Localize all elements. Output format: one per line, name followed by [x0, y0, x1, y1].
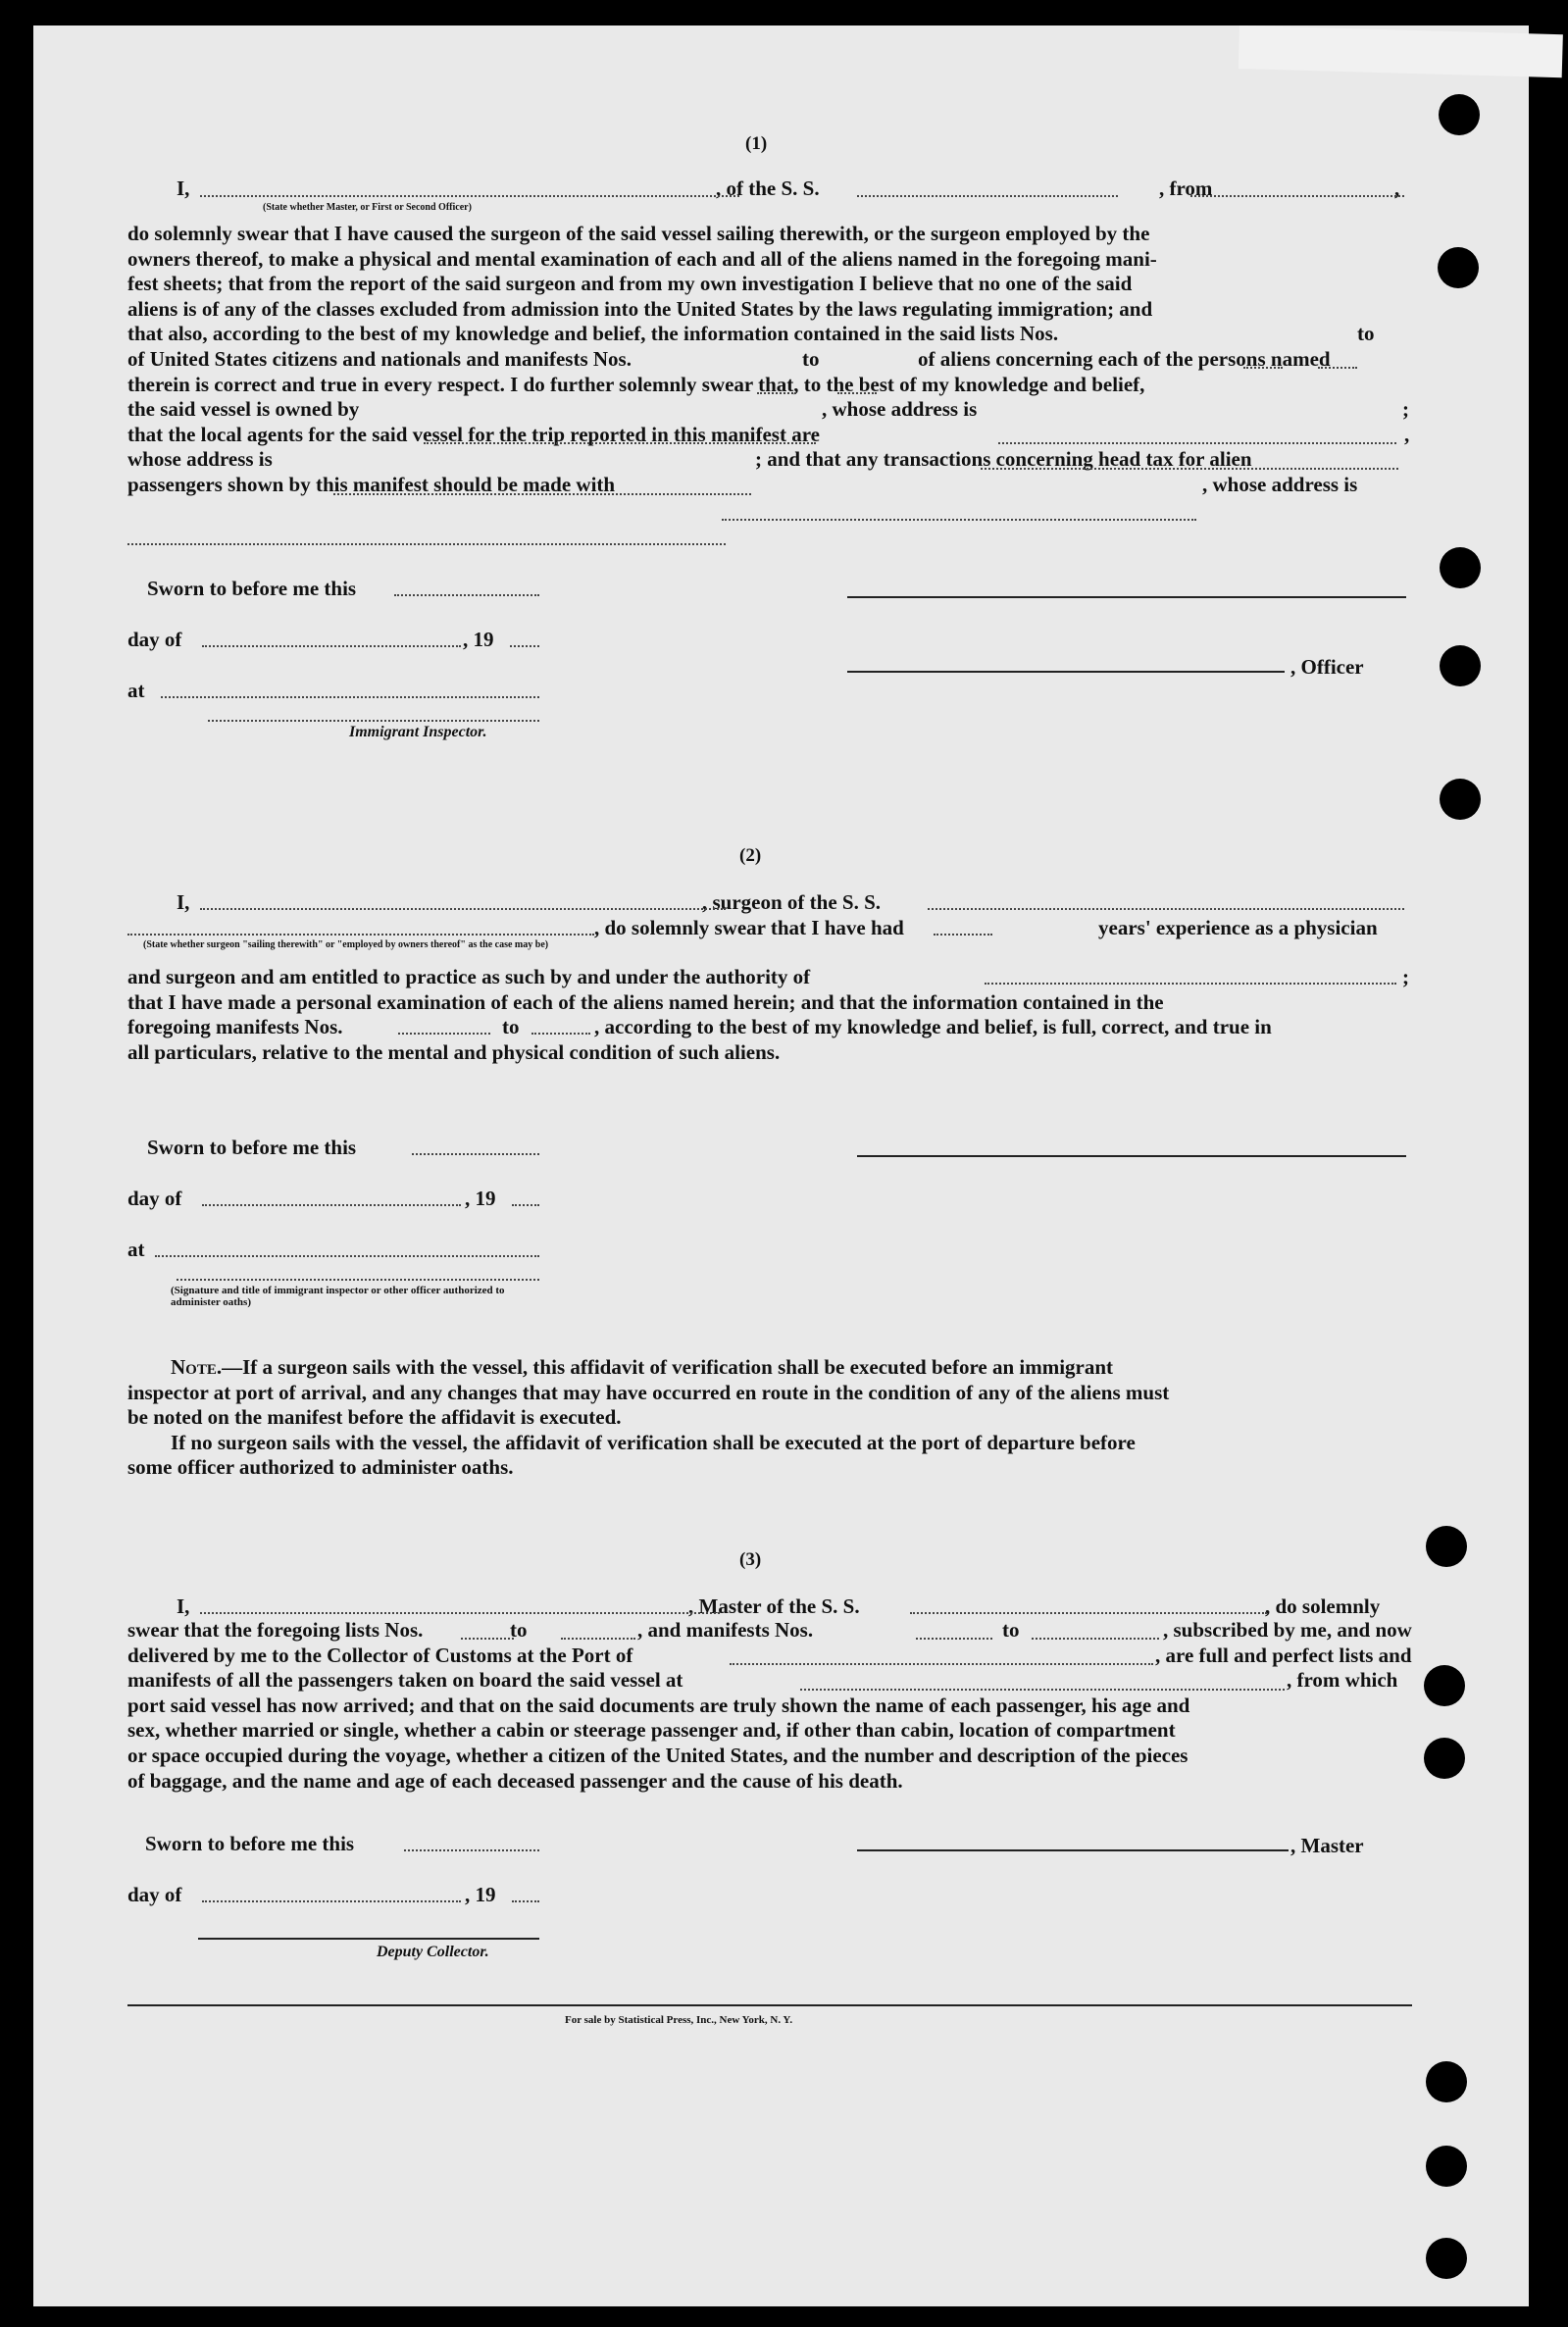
master-name-field[interactable]: [200, 1612, 720, 1614]
manifests-from-field[interactable]: [398, 1033, 490, 1035]
label-whose-address: , whose address is: [1202, 472, 1358, 496]
collector-port-field[interactable]: [730, 1663, 1153, 1665]
lists-from-field[interactable]: [461, 1638, 514, 1640]
lists-from-field[interactable]: [1243, 367, 1283, 369]
punch-hole: [1424, 1665, 1465, 1706]
note-label: Note.: [171, 1355, 223, 1379]
punch-hole: [1426, 1526, 1467, 1567]
master-signature-line[interactable]: [857, 1849, 1289, 1851]
manifests-to-field[interactable]: [837, 392, 877, 394]
body-line: delivered by me to the Collector of Customs at the Port of , are full and perfect lists and: [127, 1643, 1412, 1667]
body-line: that the local agents for the said vessel for the trip reported in this manifest are ,: [127, 422, 1410, 446]
punch-hole: [1426, 2146, 1467, 2187]
body-line: of United States citizens and nationals and manifests Nos. to of aliens concerning each of the persons named: [127, 346, 1331, 371]
master-label: , Master: [1290, 1834, 1364, 1857]
day-of-field[interactable]: [202, 645, 461, 647]
inspector-signature-field[interactable]: [177, 1279, 539, 1281]
form-page: [33, 25, 1529, 2306]
body-line: owners thereof, to make a physical and mental examination of each and all of the aliens named in the foregoing mani-: [127, 246, 1157, 271]
label-from: , from: [1159, 177, 1213, 200]
section-number: (3): [739, 1549, 762, 1570]
lists-to-field[interactable]: [561, 1638, 635, 1640]
surgeon-vessel-field[interactable]: [928, 908, 1404, 910]
at-field[interactable]: [161, 696, 539, 698]
body-line: all particulars, relative to the mental and physical condition of such aliens.: [127, 1039, 781, 1064]
label-whose-address: , whose address is: [822, 397, 978, 422]
deputy-signature-line[interactable]: [198, 1938, 539, 1940]
label-from-which: , from which: [1287, 1668, 1398, 1693]
body-line: that I have made a personal examination of each of the aliens named herein; and that the information contained in the: [127, 989, 1164, 1014]
officer-note: (State whether Master, or First or Second Officer): [263, 202, 472, 213]
label-master-of: , Master of the S. S.: [688, 1594, 860, 1618]
body-line: or space occupied during the voyage, whether a citizen of the United States, and the number and description of the pieces: [127, 1743, 1189, 1767]
signature-note: (Signature and title of immigrant inspector or other officer authorized to administer oaths): [171, 1285, 505, 1308]
note-line: Note.—If a surgeon sails with the vessel, this affidavit of verification shall be executed before an immigrant: [171, 1355, 1114, 1379]
label-to: to: [1357, 322, 1375, 346]
body-line: whose address is ; and that any transactions concerning head tax for alien: [127, 447, 1252, 472]
signature-line[interactable]: [847, 596, 1406, 598]
body-line: of baggage, and the name and age of each deceased passenger and the cause of his death.: [127, 1768, 903, 1793]
lists-to-field[interactable]: [1318, 367, 1357, 369]
surgeon-name-field[interactable]: [200, 908, 726, 910]
label-of-ss: , of the S. S.: [716, 177, 820, 200]
note-line: some officer authorized to administer oaths.: [127, 1455, 514, 1480]
footer-rule: [127, 2004, 1412, 2006]
punch-hole: [1438, 247, 1479, 288]
local-agents-field[interactable]: [981, 468, 1398, 470]
section3-body: [127, 1618, 1412, 1794]
owner-address-field[interactable]: [998, 442, 1396, 444]
body-line: sex, whether married or single, whether a cabin or steerage passenger and, if other than cabin, location of compartment: [127, 1718, 1176, 1743]
torn-corner: [1239, 25, 1563, 77]
body-line: do solemnly swear that I have caused the surgeon of the said vessel sailing therewith, or the surgeon employed by the: [127, 222, 1150, 245]
officer-signature-line[interactable]: [847, 671, 1285, 673]
from-port-field[interactable]: [1190, 195, 1404, 197]
day-of-label: day of: [127, 1187, 182, 1210]
body-line: port said vessel has now arrived; and that on the said documents are truly shown the name of each passenger, his age and: [127, 1693, 1190, 1717]
surgeon-line: [177, 890, 1412, 914]
head-tax-party-field[interactable]: [722, 519, 1196, 521]
footer-text: For sale by Statistical Press, Inc., New York, N. Y.: [565, 2014, 793, 2026]
body-line: and surgeon and am entitled to practice as such by and under the authority of ;: [127, 965, 1409, 988]
body-line: passengers shown by this manifest should be made with , whose address is: [127, 472, 1358, 496]
label-to: to: [502, 1015, 520, 1039]
swear-blank-field[interactable]: [127, 934, 594, 936]
sworn-label: Sworn to before me this: [147, 577, 357, 600]
boarding-port-field[interactable]: [800, 1689, 1285, 1691]
manifests-to-field[interactable]: [531, 1033, 590, 1035]
surgeon-signature-line[interactable]: [857, 1155, 1406, 1157]
immigrant-inspector-label: Immigrant Inspector.: [349, 724, 487, 740]
label-to: to: [1002, 1618, 1020, 1642]
label-to: to: [510, 1618, 528, 1642]
body-line: that also, according to the best of my knowledge and belief, the information contained in the said lists Nos. to: [127, 322, 1375, 346]
label-to: to: [802, 346, 820, 371]
note-line: If no surgeon sails with the vessel, the affidavit of verification shall be executed at the port of departure before: [171, 1430, 1136, 1454]
punch-hole: [1440, 779, 1481, 820]
year-label: , 19: [463, 628, 494, 651]
sworn-date-field[interactable]: [404, 1849, 539, 1851]
at-label: at: [127, 679, 145, 702]
punch-hole: [1440, 645, 1481, 686]
label-comma: ,: [1404, 422, 1410, 446]
body-line: aliens is of any of the classes excluded from admission into the United States by the laws regulating immigration; and: [127, 296, 1153, 321]
label-surgeon-of: , surgeon of the S. S.: [702, 890, 882, 914]
year-field[interactable]: [512, 1204, 539, 1206]
punch-hole: [1426, 2061, 1467, 2102]
inspector-signature-field[interactable]: [208, 720, 539, 722]
vessel-name-field[interactable]: [857, 195, 1118, 197]
label-do-solemnly: , do solemnly: [1265, 1594, 1381, 1618]
sworn-date-field[interactable]: [394, 594, 539, 596]
day-of-field[interactable]: [202, 1900, 461, 1902]
punch-hole: [1424, 1738, 1465, 1779]
day-of-label: day of: [127, 1883, 182, 1906]
master-line: [177, 1594, 1412, 1618]
label-comma: ,: [1394, 177, 1400, 200]
agents-address-field[interactable]: [333, 493, 751, 495]
manifests-from-field[interactable]: [757, 392, 796, 394]
year-field[interactable]: [510, 645, 539, 647]
section-number: (1): [745, 133, 768, 154]
punch-hole: [1426, 2238, 1467, 2279]
note-line: inspector at port of arrival, and any changes that may have occurred en route in the condition of any of the aliens must: [127, 1380, 1170, 1404]
body-line: the said vessel is owned by , whose address is ;: [127, 397, 1409, 422]
section2-body: [127, 965, 1412, 1065]
punch-hole: [1439, 94, 1480, 135]
sworn-label: Sworn to before me this: [147, 1136, 357, 1159]
year-label: , 19: [465, 1187, 496, 1210]
body-line: manifests of all the passengers taken on board the said vessel at , from which: [127, 1668, 1398, 1693]
day-of-field[interactable]: [202, 1204, 461, 1206]
label-and-manifests: , and manifests Nos.: [637, 1618, 814, 1642]
year-field[interactable]: [512, 1900, 539, 1902]
body-line: fest sheets; that from the report of the said surgeon and from my own investigation I believe that no one of the said: [127, 272, 1133, 296]
label-i: I,: [177, 890, 190, 914]
body-line: therein is correct and true in every respect. I do further solemnly swear that, to the best of my knowledge and belief,: [127, 372, 1145, 396]
body-line: foregoing manifests Nos. to , according to the best of my knowledge and belief, is full, correct, and true in: [127, 1015, 1272, 1039]
label-semicolon: ;: [1402, 397, 1409, 422]
year-label: , 19: [465, 1883, 496, 1906]
manifests-from-field[interactable]: [916, 1638, 992, 1640]
owner-field[interactable]: [424, 442, 816, 444]
section1-body: [127, 222, 1412, 498]
label-i: I,: [177, 177, 190, 200]
master-name-field[interactable]: [200, 195, 739, 197]
label-subscribed: , subscribed by me, and now: [1163, 1618, 1412, 1642]
note-line: be noted on the manifest before the affidavit is executed.: [127, 1405, 622, 1430]
body-line: swear that the foregoing lists Nos. to , and manifests Nos. to , subscribed by me, and now: [127, 1618, 1412, 1642]
surgeon-note: (State whether surgeon "sailing therewith" or "employed by owners thereof" as the case may be): [143, 939, 549, 950]
label-swear: , do solemnly swear that I have had: [594, 916, 904, 939]
years-field[interactable]: [934, 934, 992, 936]
label-years: years' experience as a physician: [1098, 916, 1378, 939]
sworn-date-field[interactable]: [412, 1153, 539, 1155]
at-field[interactable]: [155, 1255, 539, 1257]
officer-label: , Officer: [1290, 655, 1364, 679]
label-of-aliens: of aliens concerning each of the persons named: [918, 346, 1331, 371]
label-i: I,: [177, 1594, 190, 1618]
label-semicolon: ;: [1402, 965, 1409, 988]
section-number: (2): [739, 845, 762, 866]
day-of-label: day of: [127, 628, 182, 651]
authority-field[interactable]: [985, 983, 1396, 985]
manifests-to-field[interactable]: [1032, 1638, 1159, 1640]
deputy-collector-label: Deputy Collector.: [377, 1944, 489, 1960]
at-label: at: [127, 1238, 145, 1261]
label-full-lists: , are full and perfect lists and: [1155, 1643, 1412, 1667]
label-head-tax: ; and that any transactions concerning head tax for alien: [755, 447, 1252, 472]
punch-hole: [1440, 547, 1481, 588]
head-tax-address-field[interactable]: [127, 543, 726, 545]
master-vessel-field[interactable]: [910, 1612, 1267, 1614]
label-according: , according to the best of my knowledge and belief, is full, correct, and true in: [594, 1015, 1272, 1039]
note-block: [127, 1355, 1412, 1481]
sworn-label: Sworn to before me this: [145, 1832, 355, 1855]
